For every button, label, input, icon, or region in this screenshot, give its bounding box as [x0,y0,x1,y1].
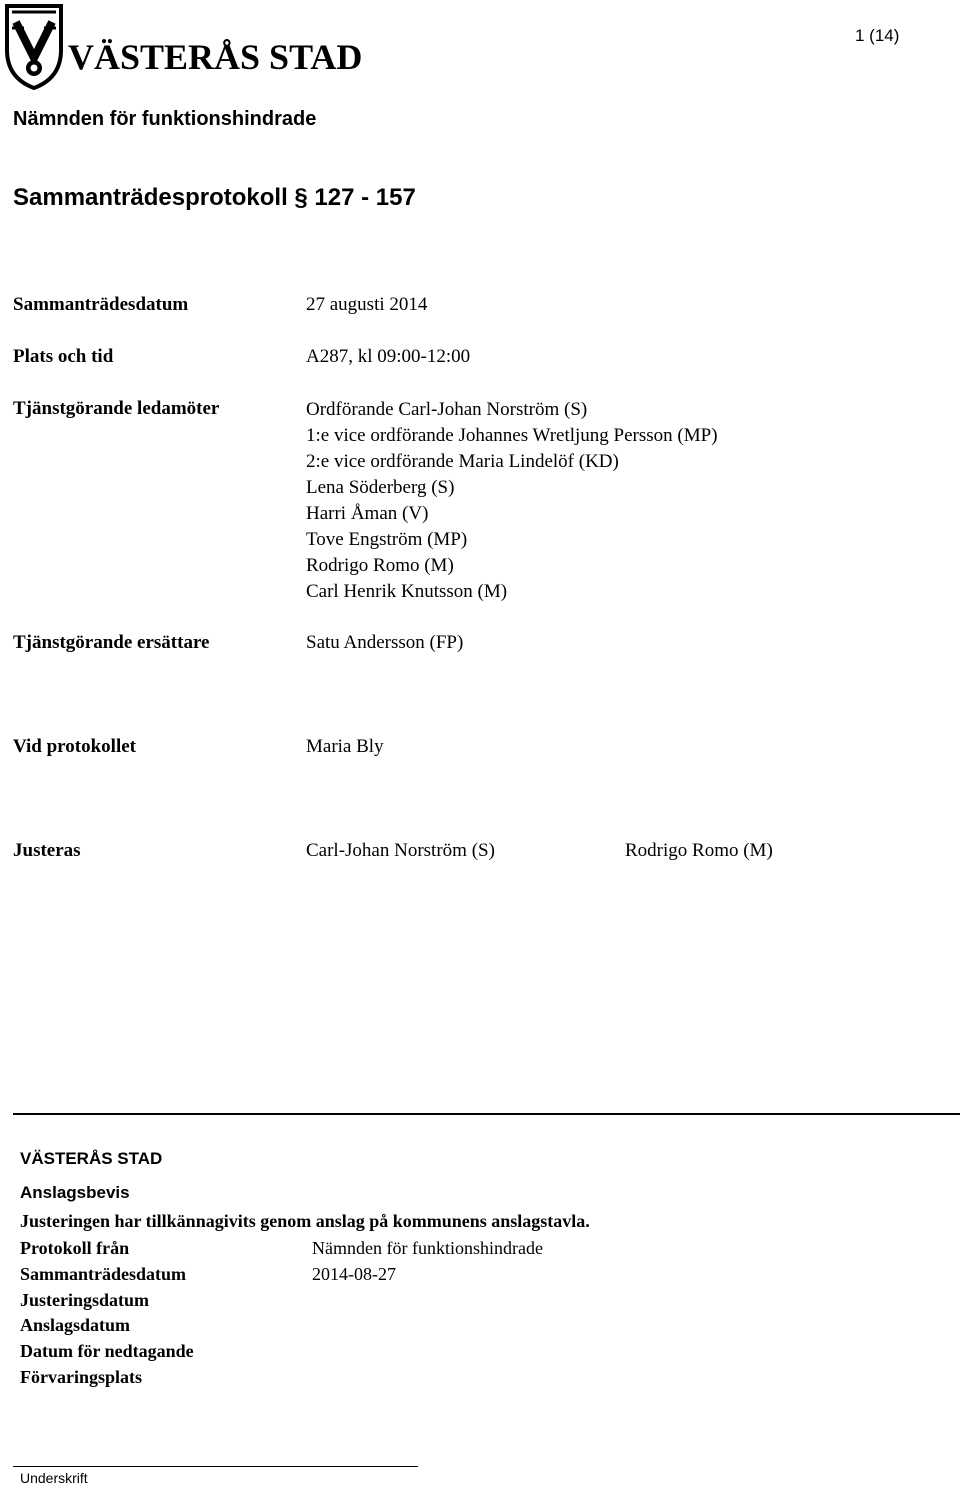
notice-row-label: Förvaringsplats [20,1367,143,1387]
notice-row-value: Nämnden för funktionshindrade [312,1238,543,1258]
member-item: 1:e vice ordförande Johannes Wretljung Persson (MP) [306,425,718,446]
member-item: Tove Engström (MP) [306,529,468,550]
recorder-label: Vid protokollet [13,736,136,757]
member-item: Rodrigo Romo (M) [306,555,454,576]
committee-name: Nämnden för funktionshindrade [13,108,317,130]
adjuster-name: Rodrigo Romo (M) [625,840,773,861]
member-item: Carl Henrik Knutsson (M) [306,581,508,602]
member-item: Harri Åman (V) [306,503,429,524]
substitutes-label: Tjänstgörande ersättare [13,632,210,653]
city-emblem-icon [4,0,64,90]
notice-city: VÄSTERÅS STAD [20,1149,163,1168]
notice-row-label: Justeringsdatum [20,1290,150,1310]
members-label: Tjänstgörande ledamöter [13,398,220,419]
date-value: 27 augusti 2014 [306,294,428,315]
signature-line [13,1466,418,1467]
place-value: A287, kl 09:00-12:00 [306,346,471,367]
place-label: Plats och tid [13,346,114,367]
date-label: Sammanträdesdatum [13,294,189,315]
member-item: Lena Söderberg (S) [306,477,455,498]
notice-row-value: 2014-08-27 [312,1264,396,1284]
notice-row-label: Datum för nedtagande [20,1341,194,1361]
page-number: 1 (14) [855,26,900,45]
member-item: Ordförande Carl-Johan Norström (S) [306,399,588,420]
adjusted-label: Justeras [13,840,81,861]
notice-row-label: Protokoll från [20,1238,130,1258]
recorder-value: Maria Bly [306,736,384,757]
signature-label: Underskrift [20,1470,88,1486]
document-title: Sammanträdesprotokoll § 127 - 157 [13,184,416,211]
notice-row-label: Sammanträdesdatum [20,1264,187,1284]
vasteras-stad-logo [4,0,363,94]
logo-wordmark: VÄSTERÅS STAD [68,37,363,77]
substitutes-value: Satu Andersson (FP) [306,632,464,653]
notice-title: Anslagsbevis [20,1183,130,1202]
adjuster-name: Carl-Johan Norström (S) [306,840,495,861]
member-item: 2:e vice ordförande Maria Lindelöf (KD) [306,451,619,472]
notice-row-label: Anslagsdatum [20,1315,131,1335]
section-divider [13,1113,960,1115]
notice-statement: Justeringen har tillkännagivits genom anslag på kommunens anslagstavla. [20,1211,590,1231]
